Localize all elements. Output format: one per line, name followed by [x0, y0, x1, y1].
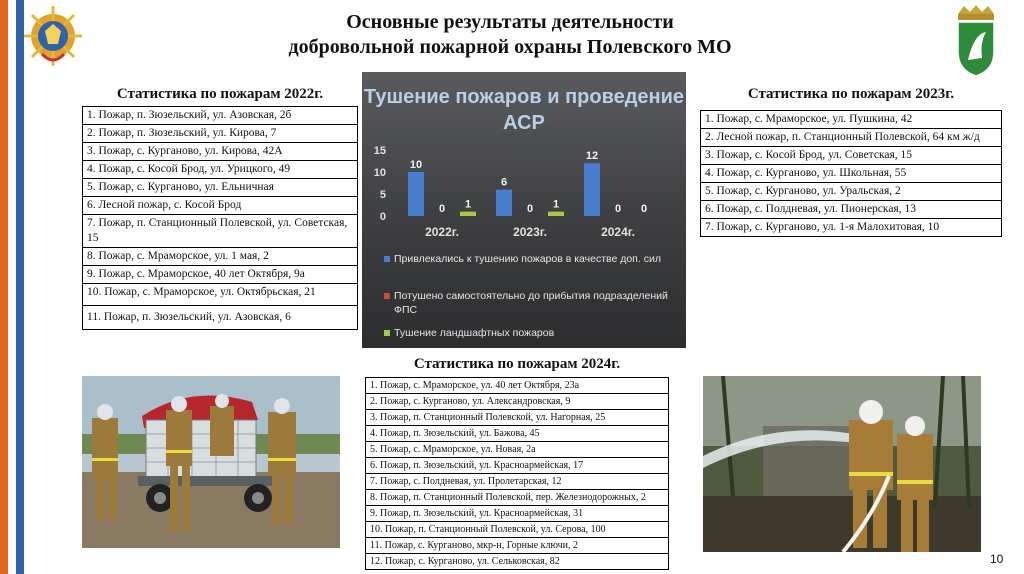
table-cell: 1. Пожар, с. Мраморское, ул. Пушкина, 42	[701, 111, 1002, 129]
bar	[460, 212, 476, 216]
y-tick-label: 10	[373, 167, 386, 179]
table-cell: 4. Пожар, п. Зюзельский, ул. Бажова, 45	[366, 426, 669, 442]
table-row	[366, 474, 669, 490]
firefighters-hose-photo	[703, 376, 981, 552]
table-row	[701, 129, 1002, 147]
data-label: 1	[464, 198, 472, 211]
polevskoy-coat-of-arms-icon	[952, 4, 1000, 78]
table-row	[83, 215, 358, 248]
table-cell: 12. Пожар, с. Курганово, ул. Сельковская, 82	[366, 554, 669, 570]
table-row	[83, 284, 358, 306]
table-cell: 10. Пожар, с. Мраморское, ул. Октябрьская, 21	[83, 284, 358, 306]
table-cell: 1. Пожар, п. Зюзельский, ул. Азовская, 2б	[83, 107, 358, 125]
bar	[584, 163, 600, 216]
data-label: 1	[552, 198, 560, 211]
table-cell: 11. Пожар, с. Курганово, мкр-н, Горные ключи, 2	[366, 538, 669, 554]
data-label: 10	[409, 159, 423, 171]
table-cell: 9. Пожар, с. Мраморское, 40 лет Октября, 9а	[83, 266, 358, 284]
table-row	[366, 378, 669, 394]
data-label: 12	[585, 150, 599, 163]
data-label: 0	[438, 203, 446, 215]
table-cell: 6. Пожар, п. Зюзельский, ул. Красноармейская, 17	[366, 458, 669, 474]
table-row	[83, 197, 358, 215]
table-row	[701, 201, 1002, 219]
table-cell: 8. Пожар, с. Мраморское, ул. 1 мая, 2	[83, 248, 358, 266]
stats-2022-title: Статистика по пожарам 2022г.	[116, 86, 324, 102]
table-cell: 5. Пожар, с. Курганово, ул. Ельничная	[83, 179, 358, 197]
table-row	[701, 111, 1002, 129]
table-cell: 6. Пожар, с. Полдневая, ул. Пионерская, 13	[701, 201, 1002, 219]
page-title-line-2: добровольной пожарной охраны Полевского МО	[288, 36, 732, 58]
table-cell: 5. Пожар, с. Курганово, ул. Уральская, 2	[701, 183, 1002, 201]
table-cell: 6. Лесной пожар, с. Косой Брод	[83, 197, 358, 215]
table-row	[366, 554, 669, 570]
page-number: 10	[990, 552, 1004, 566]
stats-2024-table	[365, 377, 669, 570]
firefighters-pump-photo	[82, 376, 340, 548]
table-cell: 11. Пожар, п. Зюзельский, ул. Азовская, 6	[83, 306, 358, 330]
page-title	[140, 10, 880, 60]
table-cell: 4. Пожар, с. Курганово, ул. Школьная, 55	[701, 165, 1002, 183]
legend-item-2	[394, 289, 684, 317]
y-tick-label: 15	[373, 145, 386, 157]
bar	[548, 212, 564, 216]
table-cell: 2. Пожар, с. Курганово, ул. Александровская, 9	[366, 394, 669, 410]
table-row	[83, 107, 358, 125]
table-row	[83, 306, 358, 330]
emergency-ministry-emblem-icon	[24, 2, 82, 72]
table-row	[366, 522, 669, 538]
stats-2024-title: Статистика по пожарам 2024г.	[413, 356, 621, 372]
page-title-line-1: Основные результаты деятельности	[346, 11, 674, 33]
table-row	[366, 394, 669, 410]
legend-swatch-red	[384, 293, 390, 299]
legend-item-1	[394, 252, 684, 266]
data-label: 0	[614, 203, 622, 215]
bar	[496, 190, 512, 216]
table-row	[366, 426, 669, 442]
data-label: 6	[500, 176, 508, 189]
table-row	[701, 219, 1002, 237]
table-row	[366, 410, 669, 426]
table-row	[366, 490, 669, 506]
chart-panel	[362, 72, 686, 348]
table-cell: 10. Пожар, п. Станционный Полевской, ул. Серова, 100	[366, 522, 669, 538]
table-cell: 7. Пожар, п. Станционный Полевской, ул. Советская, 15	[83, 215, 358, 248]
table-cell: 1. Пожар, с. Мраморское, ул. 40 лет Октября, 23а	[366, 378, 669, 394]
y-tick-label: 0	[379, 211, 386, 223]
legend-swatch-blue	[384, 256, 390, 262]
white-stripe	[8, 0, 16, 574]
orange-stripe	[0, 0, 8, 574]
table-cell: 3. Пожар, п. Станционный Полевской, ул. Нагорная, 25	[366, 410, 669, 426]
table-cell: 4. Пожар, с. Косой Брод, ул. Урицкого, 49	[83, 161, 358, 179]
chart-title: Тушение пожаров и проведение АСР	[363, 86, 685, 134]
legend-label: Потушено самостоятельно до прибытия подразделений ФПС	[394, 290, 668, 316]
x-tick-label: 2022г.	[425, 225, 459, 239]
table-row	[83, 125, 358, 143]
table-row	[366, 442, 669, 458]
table-cell: 9. Пожар, п. Зюзельский, ул. Красноармейская, 31	[366, 506, 669, 522]
table-cell: 7. Пожар, с. Курганово, ул. 1-я Малохитовая, 10	[701, 219, 1002, 237]
table-cell: 2. Пожар, п. Зюзельский, ул. Кирова, 7	[83, 125, 358, 143]
table-row	[366, 538, 669, 554]
legend-item-3	[394, 326, 684, 340]
table-row	[83, 143, 358, 161]
legend-label: Привлекались к тушению пожаров в качестве доп. сил	[394, 253, 661, 265]
table-row	[701, 147, 1002, 165]
table-row	[366, 458, 669, 474]
table-row	[83, 179, 358, 197]
y-tick-label: 5	[379, 189, 386, 201]
legend-label: Тушение ландшафтных пожаров	[394, 327, 555, 339]
table-cell: 3. Пожар, с. Курганово, ул. Кирова, 42А	[83, 143, 358, 161]
blue-stripe	[16, 0, 24, 574]
table-row	[701, 165, 1002, 183]
table-row	[83, 161, 358, 179]
data-label: 0	[640, 203, 648, 215]
table-cell: 3. Пожар, с. Косой Брод, ул. Советская, 15	[701, 147, 1002, 165]
data-label: 0	[526, 203, 534, 215]
table-cell: 5. Пожар, с. Мраморское, ул. Новая, 2а	[366, 442, 669, 458]
stats-2023-title: Статистика по пожарам 2023г.	[747, 86, 955, 102]
stats-2023-table	[700, 110, 1002, 237]
x-tick-label: 2023г.	[513, 225, 547, 239]
bar	[408, 172, 424, 216]
legend-swatch-green	[384, 330, 390, 336]
table-cell: 7. Пожар, с. Полдневая, ул. Пролетарская, 12	[366, 474, 669, 490]
x-tick-label: 2024г.	[601, 225, 635, 239]
table-cell: 8. Пожар, п. Станционный Полевской, пер. Железнодорожных, 2	[366, 490, 669, 506]
table-cell: 2. Лесной пожар, п. Станционный Полевской, 64 км ж/д	[701, 129, 1002, 147]
table-row	[701, 183, 1002, 201]
table-row	[83, 266, 358, 284]
table-row	[366, 506, 669, 522]
table-row	[83, 248, 358, 266]
stats-2022-table	[82, 106, 358, 330]
